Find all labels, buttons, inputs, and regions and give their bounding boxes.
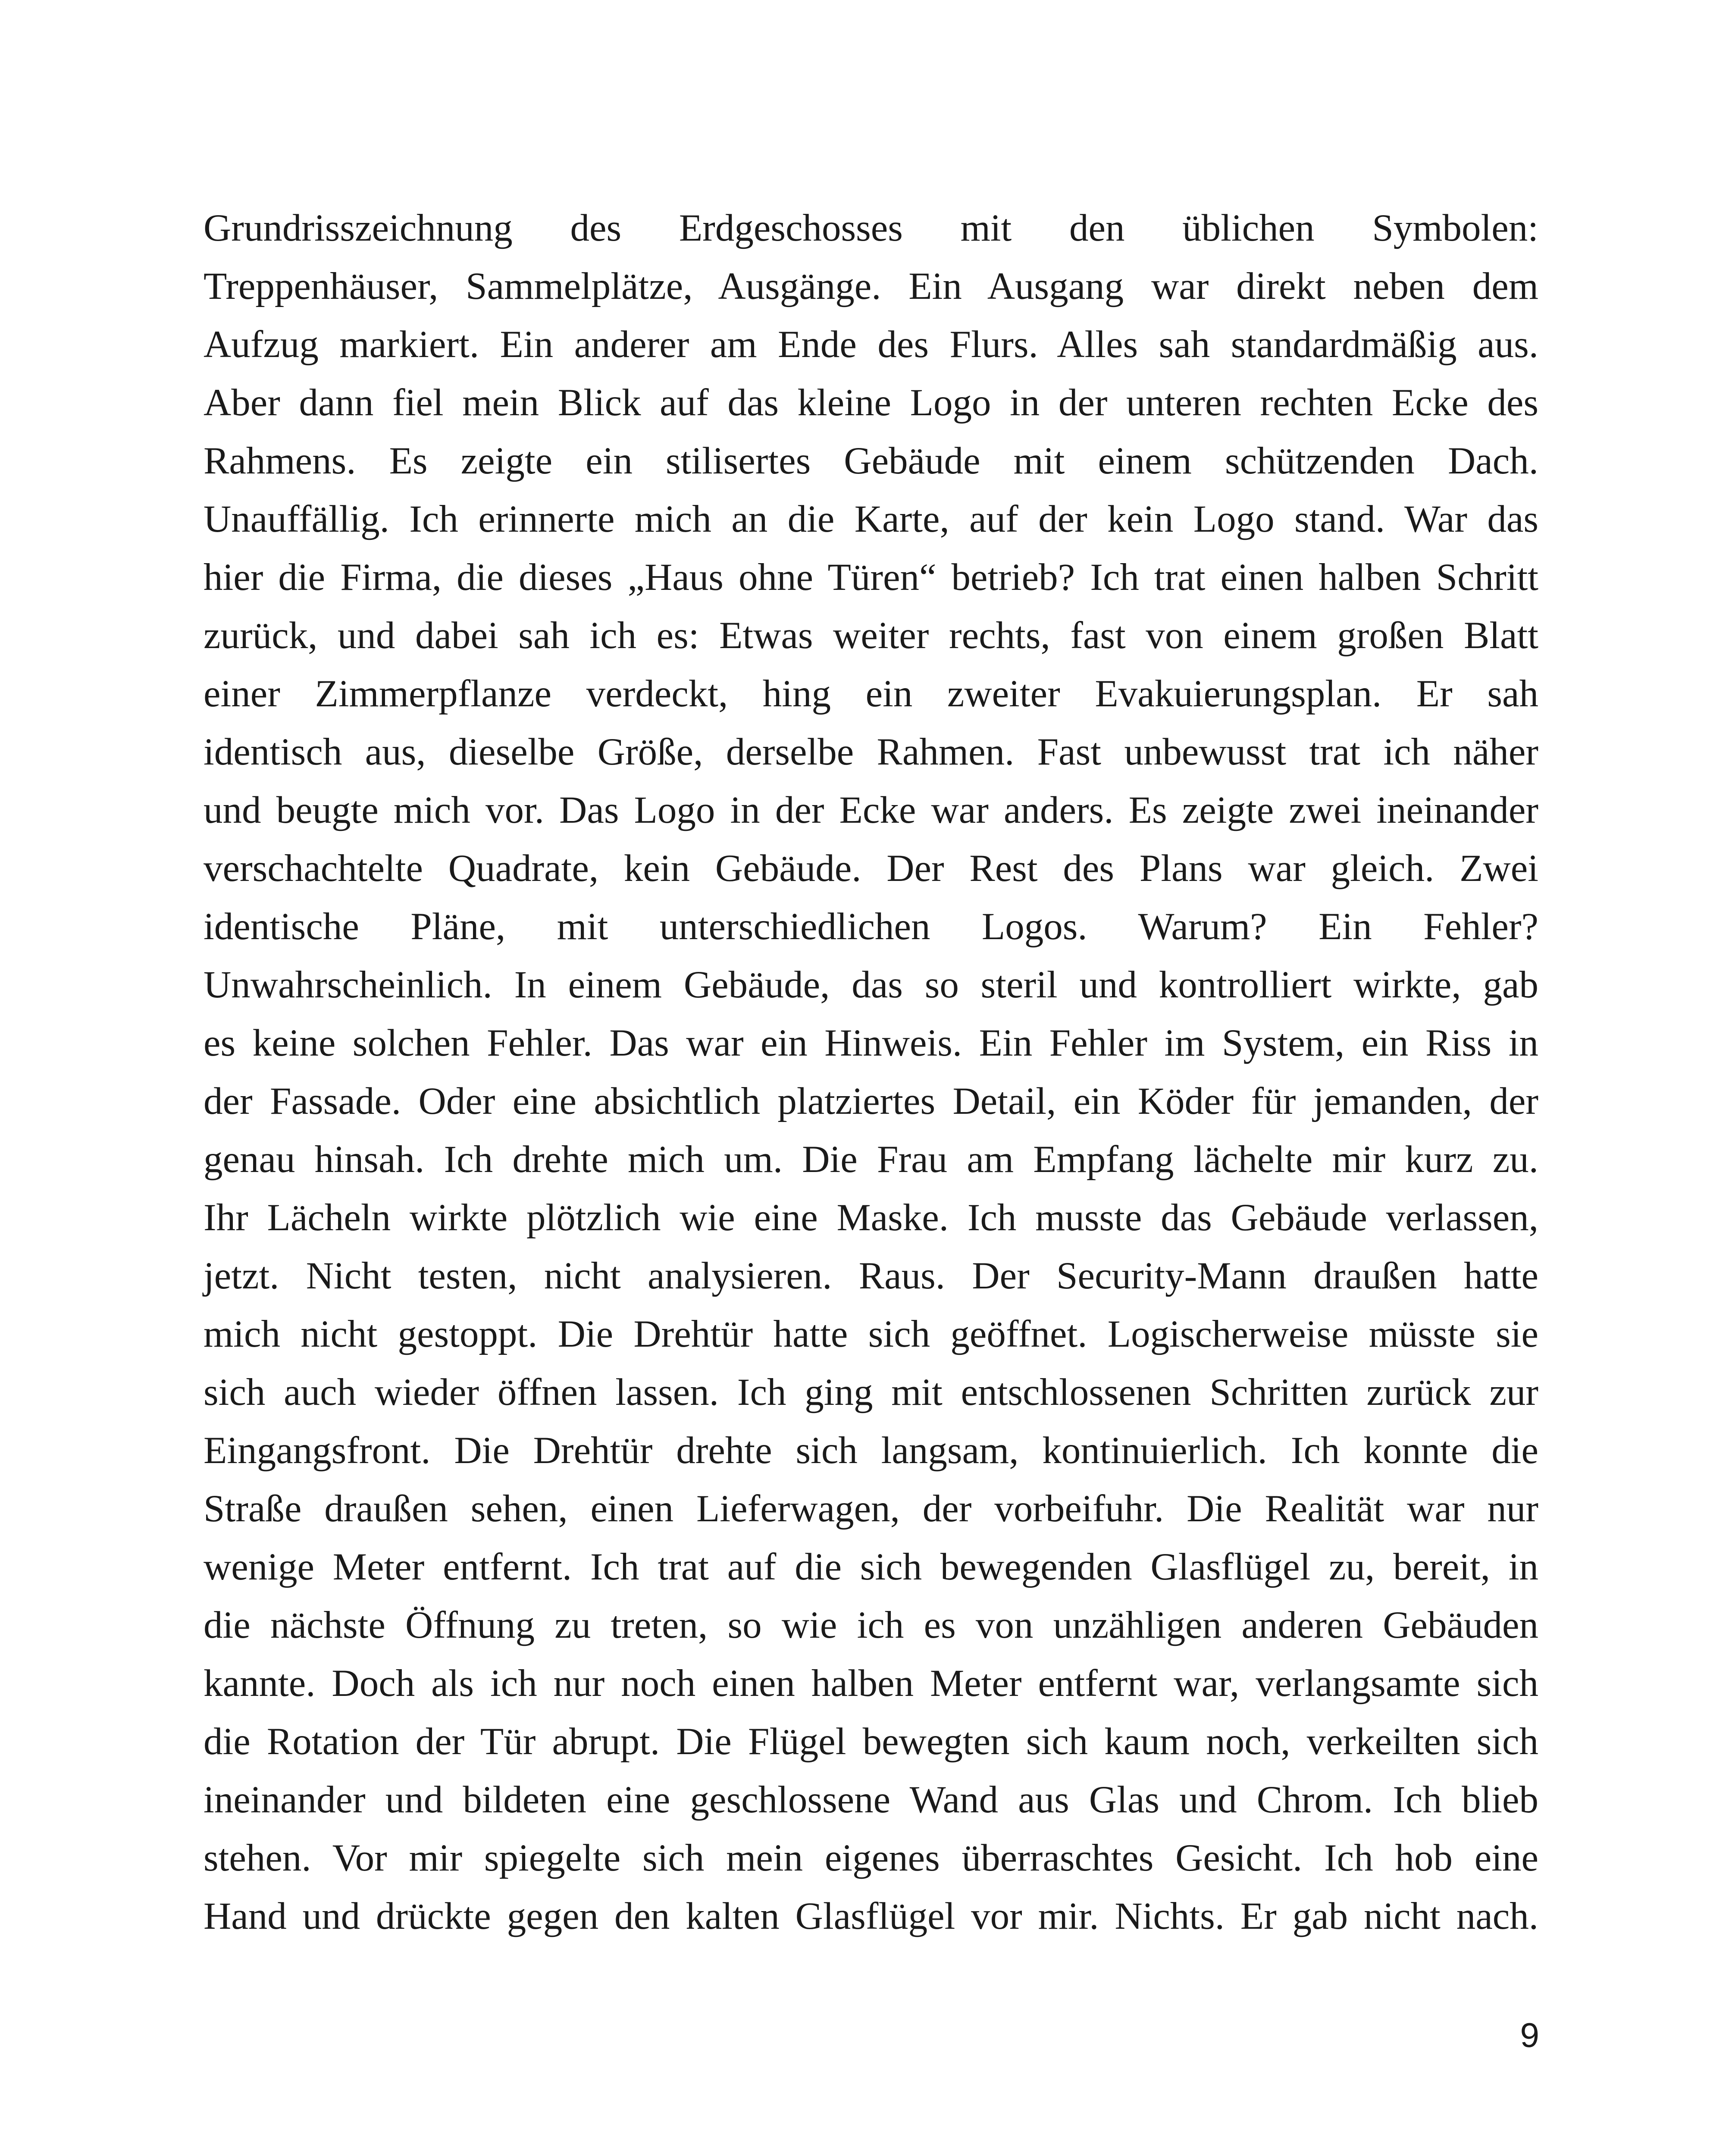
text-line: Aufzug markiert. Ein anderer am Ende des Flurs. Alles sah standardmäßig aus. bbox=[204, 323, 1538, 366]
text-line: jetzt. Nicht testen, nicht analysieren. Raus. Der Security-Mann draußen hatte bbox=[204, 1255, 1538, 1297]
text-line: ineinander und bildeten eine geschlossene Wand aus Glas und Chrom. Ich blieb bbox=[204, 1779, 1538, 1821]
text-line: es keine solchen Fehler. Das war ein Hinweis. Ein Fehler im System, ein Riss in bbox=[204, 1022, 1538, 1064]
text-line: Rahmens. Es zeigte ein stilisertes Gebäude mit einem schützenden Dach. bbox=[204, 440, 1538, 482]
text-line: zurück, und dabei sah ich es: Etwas weiter rechts, fast von einem großen Blatt bbox=[204, 614, 1538, 657]
text-line: identische Pläne, mit unterschiedlichen Logos. Warum? Ein Fehler? bbox=[204, 906, 1538, 948]
text-line: Ihr Lächeln wirkte plötzlich wie eine Maske. Ich musste das Gebäude verlassen, bbox=[204, 1197, 1538, 1239]
text-line: Unauffällig. Ich erinnerte mich an die Karte, auf der kein Logo stand. War das bbox=[204, 498, 1538, 540]
text-line: genau hinsah. Ich drehte mich um. Die Frau am Empfang lächelte mir kurz zu. bbox=[204, 1138, 1538, 1181]
text-line: die Rotation der Tür abrupt. Die Flügel bewegten sich kaum noch, verkeilten sich bbox=[204, 1720, 1538, 1763]
page-number: 9 bbox=[1520, 2016, 1539, 2054]
text-line: Unwahrscheinlich. In einem Gebäude, das so steril und kontrolliert wirkte, gab bbox=[204, 964, 1538, 1006]
text-line: einer Zimmerpflanze verdeckt, hing ein zweiter Evakuierungsplan. Er sah bbox=[204, 673, 1538, 715]
text-line: Treppenhäuser, Sammelplätze, Ausgänge. Ein Ausgang war direkt neben dem bbox=[204, 265, 1538, 307]
text-line: Hand und drückte gegen den kalten Glasflügel vor mir. Nichts. Er gab nicht nach. bbox=[204, 1895, 1538, 1937]
text-line: verschachtelte Quadrate, kein Gebäude. Der Rest des Plans war gleich. Zwei bbox=[204, 847, 1538, 890]
text-line: mich nicht gestoppt. Die Drehtür hatte sich geöffnet. Logischerweise müsste sie bbox=[204, 1313, 1538, 1355]
text-line: Straße draußen sehen, einen Lieferwagen, der vorbeifuhr. Die Realität war nur bbox=[204, 1488, 1538, 1530]
text-line: sich auch wieder öffnen lassen. Ich ging mit entschlossenen Schritten zurück zur bbox=[204, 1371, 1538, 1413]
text-line: stehen. Vor mir spiegelte sich mein eigenes überraschtes Gesicht. Ich hob eine bbox=[204, 1837, 1538, 1879]
text-line: identisch aus, dieselbe Größe, derselbe Rahmen. Fast unbewusst trat ich näher bbox=[204, 731, 1538, 773]
text-line: Aber dann fiel mein Blick auf das kleine Logo in der unteren rechten Ecke des bbox=[204, 382, 1538, 424]
text-line: Eingangsfront. Die Drehtür drehte sich langsam, kontinuierlich. Ich konnte die bbox=[204, 1429, 1538, 1472]
text-line: und beugte mich vor. Das Logo in der Ecke war anders. Es zeigte zwei ineinander bbox=[204, 789, 1538, 831]
text-line: der Fassade. Oder eine absichtlich platziertes Detail, ein Köder für jemanden, der bbox=[204, 1080, 1538, 1122]
text-line: hier die Firma, die dieses „Haus ohne Türen“ betrieb? Ich trat einen halben Schritt bbox=[204, 556, 1538, 599]
text-line: die nächste Öffnung zu treten, so wie ich es von unzähligen anderen Gebäuden bbox=[204, 1604, 1538, 1646]
text-line: kannte. Doch als ich nur noch einen halben Meter entfernt war, verlangsamte sich bbox=[204, 1662, 1538, 1705]
body-text bbox=[204, 199, 1538, 1946]
text-line: wenige Meter entfernt. Ich trat auf die sich bewegenden Glasflügel zu, bereit, in bbox=[204, 1546, 1538, 1588]
text-line: Grundrisszeichnung des Erdgeschosses mit den üblichen Symbolen: bbox=[204, 207, 1538, 249]
